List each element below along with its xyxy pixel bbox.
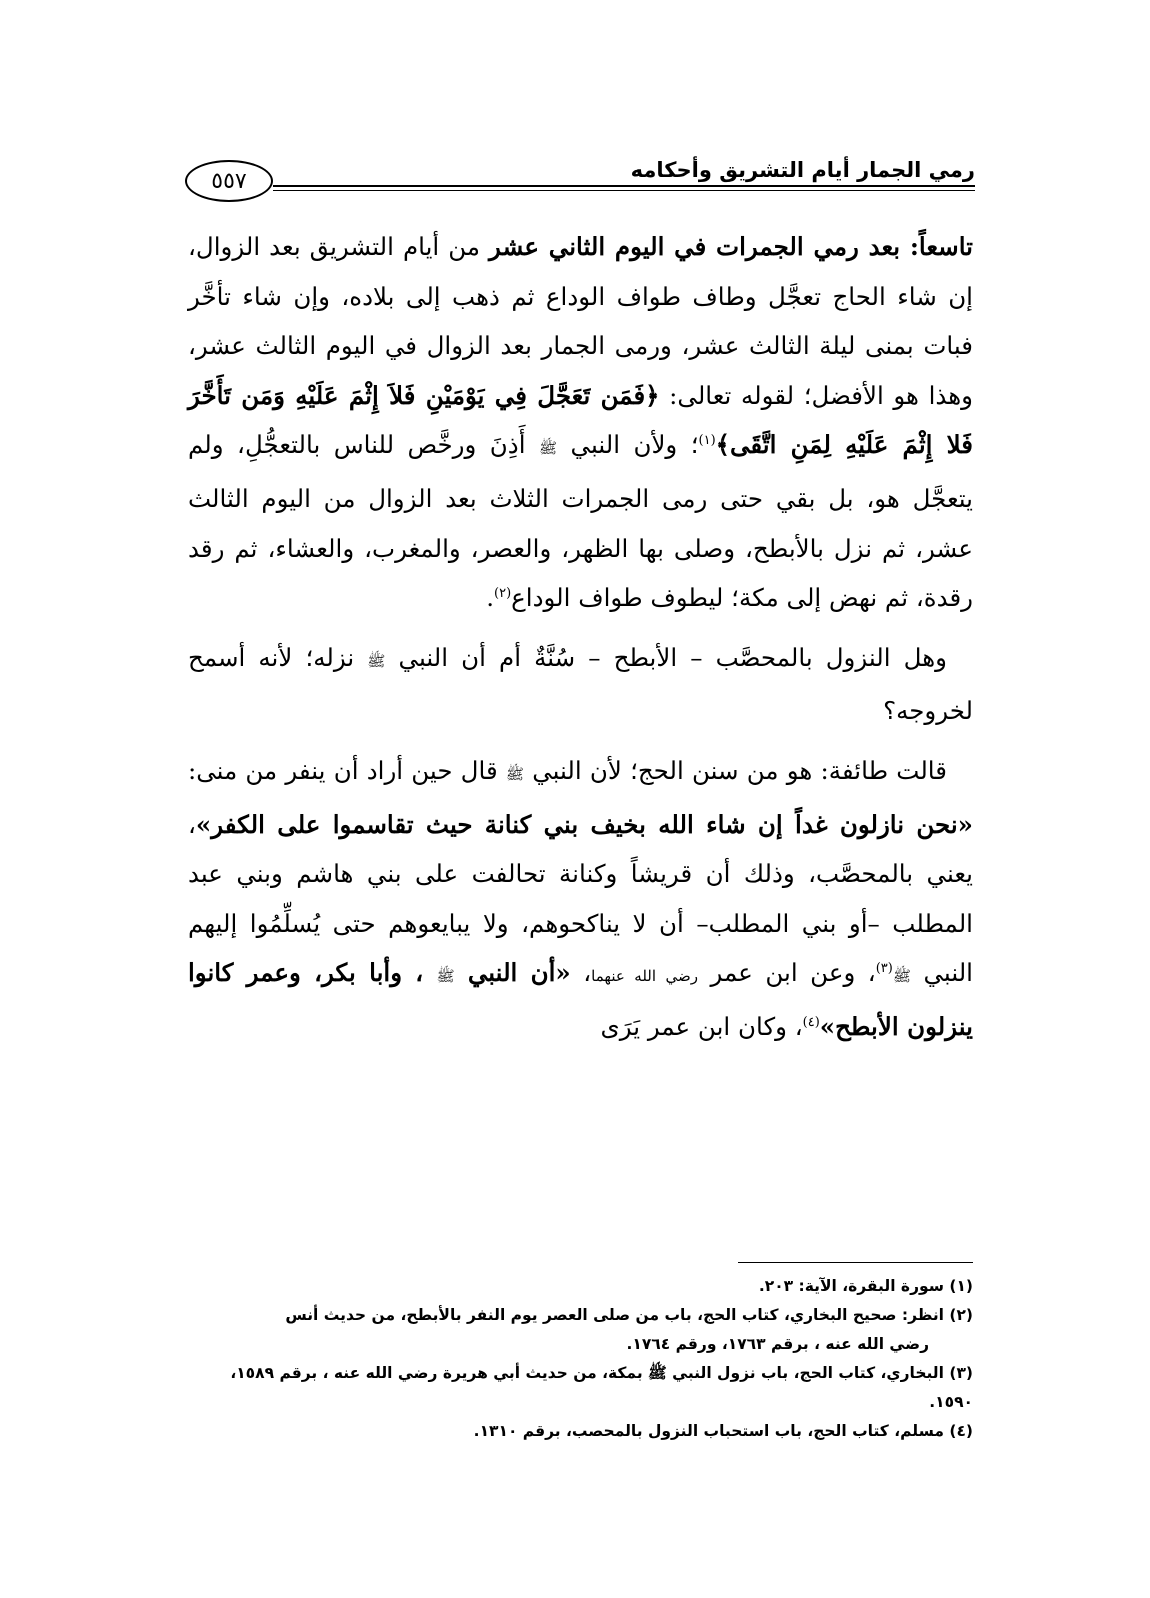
salawat-glyph: ﷺ [505,764,524,783]
paragraph-3: قالت طائفة: هو من سنن الحج؛ لأن النبي ﷺ قال حين أراد أن ينفر من منى: «نحن نازلون غداً إن شاء الله بخيف بني كنانة حيث تقاسموا على الكفر»، يعني بالمحصَّب، وذلك أن قريشاً وكنانة تحالفت على بني هاشم وبني عبد المطلب –أو بني المطلب– أن لا يناكحوهم، ولا يبايعوهم حتى يُسلِّمُوا إليهم النبي ﷺ$^{(٣)}$، وعن ابن عمر رضي الله عنهما، «أن النبي ﷺ ، وأبا بكر، وعمر كانوا ينزلون الأبطح»$^{(٤)}$، وكان ابن عمر يَرَى [188,755,973,1041]
hadith-quote-2-end: ، وأبا بكر، وعمر كانوا ينزلون الأبطح» [188,958,973,1041]
footnotes [188,1262,973,1446]
salawat-glyph: ﷺ [538,439,558,458]
paragraph-1: تاسعاً: بعد رمي الجمرات في اليوم الثاني عشر من أيام التشريق بعد الزوال، إن شاء الحاج تعجَّل وطاف طواف الوداع ثم ذهب إلى بلاده، وإن شاء تأخَّر فبات بمنى ليلة الثالث عشر، ورمى الجمار بعد الزوال في اليوم الثالث عشر، وهذا هو الأفضل؛ لقوله تعالى: ﴿فَمَن تَعَجَّلَ فِي يَوْمَيْنِ فَلاَ إِثْمَ عَلَيْهِ وَمَن تَأَخَّرَ فَلا إِثْمَ عَلَيْهِ لِمَنِ اتَّقَى﴾$^{(١)}$؛ ولأن النبي ﷺ أَذِنَ ورخَّص للناس بالتعجُّلِ، ولم يتعجَّل هو، بل بقي حتى رمى الجمرات الثلاث بعد الزوال من اليوم الثالث عشر، ثم نزل بالأبطح، وصلى بها الظهر، والعصر، والمغرب، والعشاء، ثم رقد رقدة، ثم نهض إلى مكة؛ ليطوف طواف الوداع$^{(٢)}$. [188,232,973,613]
salawat-glyph: ﷺ [892,967,911,986]
paragraph-2: وهل النزول بالمحصَّب – الأبطح – سُنَّةٌ أم أن النبي ﷺ نزله؛ لأنه أسمح لخروجه؟ [188,642,973,726]
footnote-ref-4[interactable]: (٤) [802,1014,820,1030]
footnote-2-continued: رضي الله عنه ، برقم ١٧٦٣، ورقم ١٧٦٤. [626,1335,929,1353]
footnote-1: (١) سورة البقرة، الآية: ٢٠٣. [758,1277,973,1295]
page-number: ٥٥٧ [185,160,273,202]
footnote-4: (٤) مسلم، كتاب الحج، باب استحباب النزول بالمحصب، برقم ١٣١٠. [473,1422,973,1440]
salawat-glyph: ﷺ [367,651,386,670]
paragraph-lead: تاسعاً: بعد رمي الجمرات في اليوم الثاني عشر [489,232,973,261]
main-text [188,222,973,1052]
hadith-quote-1: «نحن نازلون غداً إن شاء الله بخيف بني كنانة حيث تقاسموا على الكفر» [195,809,973,839]
radi-anhuma-glyph: رضي الله عنهما [591,967,699,986]
hadith-quote-2: «أن النبي [454,958,571,988]
footnote-3: (٣) البخاري، كتاب الحج، باب نزول النبي ﷺ بمكة، من حديث أبي هريرة رضي الله عنه ، برقم ١٥٨٩، ١٥٩٠. [230,1364,973,1411]
footnote-ref-1[interactable]: (١) [698,433,716,449]
page-header [185,158,975,210]
footnote-ref-3[interactable]: (٣) [875,961,893,977]
header-rule [273,185,975,191]
running-title: رمي الجمار أيام التشريق وأحكامه [630,158,975,182]
quran-verse: ﴿فَمَن تَعَجَّلَ فِي يَوْمَيْنِ فَلاَ إِثْمَ عَلَيْهِ وَمَن تَأَخَّرَ فَلا إِثْمَ عَلَيْهِ لِمَنِ اتَّقَى﴾ [188,380,973,460]
salawat-glyph: ﷺ [436,967,455,986]
footnote-2: (٢) انظر: صحيح البخاري، كتاب الحج، باب من صلى العصر يوم النفر بالأبطح، من حديث أنس [285,1306,973,1324]
footnote-ref-2[interactable]: (٢) [494,586,512,601]
